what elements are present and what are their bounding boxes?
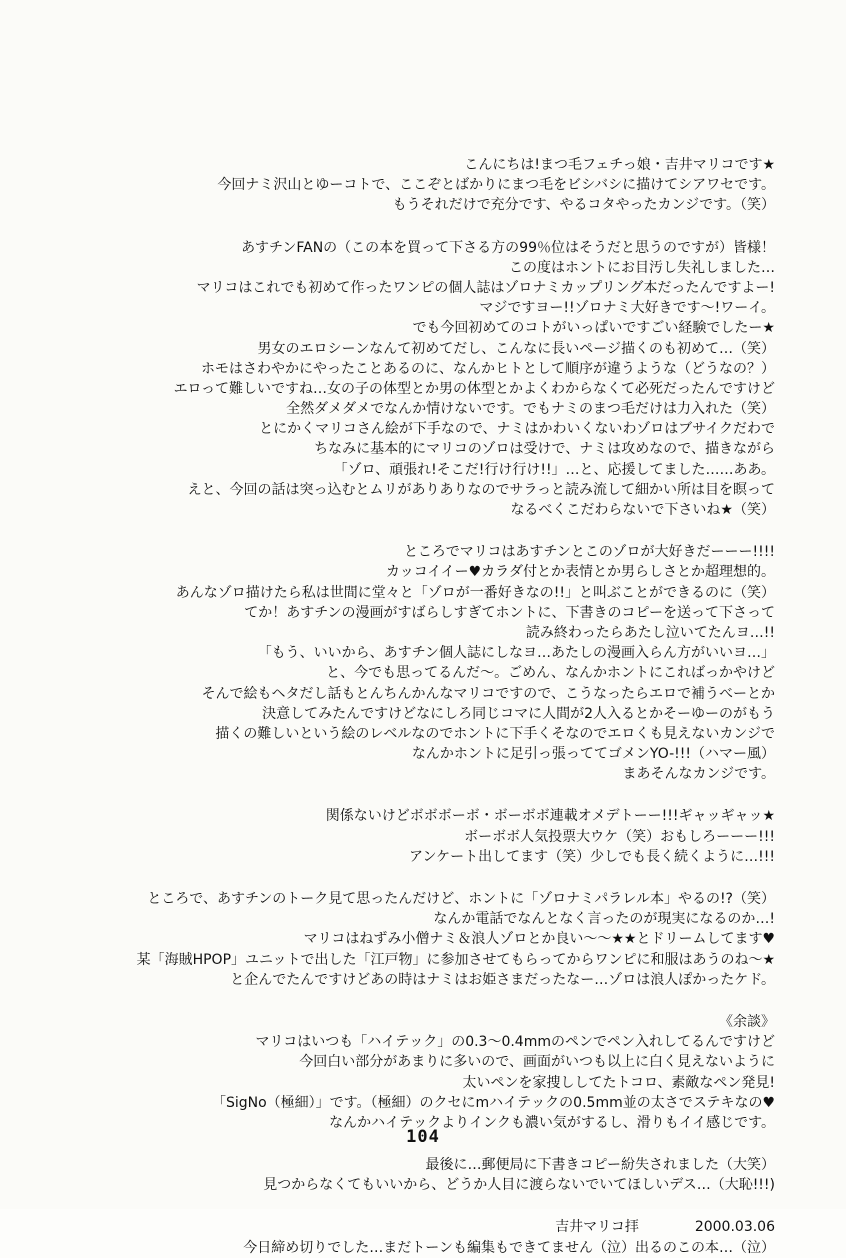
text-line: 全然ダメダメでなんか情けないです。でもナミのまつ毛だけは力入れた（笑）	[286, 401, 775, 418]
text-line: 《余談》	[719, 1013, 775, 1030]
text-line: ボーボボ人気投票大ウケ（笑）おもしろーーー!!!	[464, 828, 775, 845]
paragraph-gap	[95, 784, 775, 806]
text-line: こんにちは!まつ毛フェチっ娘・吉井マリコです★	[464, 157, 775, 173]
text-line: ホモはさわやかにやったことあるのに、なんかヒトとして順序が違うような（どうなの？）	[201, 360, 775, 377]
text-line: ちなみに基本的にマリコのゾロは受けで、ナミは攻めなので、描きながら	[314, 441, 775, 458]
text-line: ところで、あすチンのトーク見て思ったんだけど、ホントに「ゾロナミパラレル本」やるの!?（笑）	[147, 891, 775, 907]
text-line: なるべくこだわらないで下さいね★（笑）	[510, 502, 775, 518]
text-section	[95, 889, 775, 990]
text-line: エロって難しいですね…女の子の体型とか男の体型とかよくわからなくて必死だったんですけど	[173, 380, 775, 397]
text-line: と、今でも思ってるんだ〜。ごめん、なんかホントにこればっかやけど	[326, 665, 775, 682]
text-line: とにかくマリコさん絵が下手なので、ナミはかわいくないわゾロはブサイクだわで	[259, 421, 775, 438]
text-line: 描くの難しいという絵のレベルなのでホントに下手くそなのでエロくも見えないカンジで	[215, 725, 775, 742]
text-line: 太いペンを家捜ししてたトコロ、素敵なペン発見!	[462, 1074, 775, 1091]
text-line: マリコはねずみ小僧ナミ＆浪人ゾロとか良い〜〜★★とドリームしてます♥	[303, 931, 775, 948]
text-line: マリコはいつも「ハイテック」の0.3〜0.4mmのペンでペン入れしてるんですけど	[255, 1034, 775, 1051]
text-line: 関係ないけどボボボーボ・ボーボボ連載オメデトーー!!!ギャッギャッ★	[325, 808, 775, 825]
paragraph-gap	[95, 867, 775, 889]
afterword-text	[95, 155, 775, 1258]
text-line: と企んでたんですけどあの時はナミはお姫さまだったなー…ゾロは浪人ぽかったケド。	[230, 971, 775, 988]
text-line: 読み終わったらあたし泣いてたんヨ…!!	[525, 624, 775, 641]
text-section	[95, 542, 775, 784]
paragraph-gap	[95, 1195, 775, 1213]
text-section	[95, 155, 775, 216]
text-line: あすチンFANの（この本を買って下さる方の99％位はそうだと思うのですが）皆様！	[241, 239, 775, 256]
signature-name: 吉井マリコ拝	[555, 1219, 639, 1236]
text-line: まあそんなカンジです。	[622, 766, 775, 783]
paragraph-gap	[95, 990, 775, 1012]
text-section	[95, 1012, 775, 1133]
closing-line: 今日締め切りでした…まだトーンも編集もできてません（泣）出るのこの本…（泣）	[243, 1239, 775, 1256]
text-line: 決意してみたんですけどなにしろ同じコマに人間が2人入るとかそーゆーのがもう	[262, 705, 775, 722]
text-line: 今回ナミ沢山とゆーコトで、ここぞとばかりにまつ毛をビシバシに描けてシアワセです。	[217, 177, 775, 194]
text-line: 見つからなくてもいいから、どうか人目に渡らないでいてほしいデス…（大恥!!!)	[263, 1177, 775, 1194]
text-line: カッコイイー♥カラダ付とか表情とか男らしさとか超理想的。	[385, 564, 775, 581]
signature-date: 2000.03.06	[694, 1219, 775, 1236]
text-line: なんか電話でなんとなく言ったのが現実になるのか…!	[433, 911, 775, 928]
text-line: この度はホントにお目汚し失礼しました…	[509, 259, 775, 276]
text-line: マリコはこれでも初めて作ったワンピの個人誌はゾロナミカップリング本だったんですよー!	[196, 279, 775, 296]
text-line: もうそれだけで充分です、やるコタやったカンジです。（笑）	[392, 197, 775, 214]
text-line: マジですヨー!!ゾロナミ大好きです〜!ワーイ。	[479, 300, 775, 317]
text-section	[95, 1155, 775, 1195]
text-line: 「SigNo（極細）」です。（極細）のクセにmハイテックの0.5mm並の太さでステキなの♥	[211, 1094, 775, 1111]
signature-row	[95, 1217, 775, 1237]
text-line: 最後に…郵便局に下書きコピー紛失されました（大笑）	[425, 1157, 775, 1174]
paragraph-gap	[95, 520, 775, 542]
text-line: 某「海賊HPOP」ユニットで出した「江戸物」に参加させてもらってからワンピに和服はあうのね〜★	[136, 951, 775, 968]
text-line: えと、今回の話は突っ込むとムリがありありなのでサラっと読み流して細かい所は目を瞑って	[187, 481, 775, 498]
text-line: あんなゾロ描けたら私は世間に堂々と「ゾロが一番好きなの!!」と叫ぶことができるのに（笑）	[175, 584, 775, 601]
text-line: なんかホントに足引っ張っててゴメンYO-!!!（ハマー風）	[411, 746, 775, 763]
text-section	[95, 806, 775, 867]
text-line: アンケート出してます（笑）少しでも長く続くように…!!!	[409, 848, 775, 865]
text-line: ところでマリコはあすチンとこのゾロが大好きだーーー!!!!	[403, 544, 775, 561]
page-number: 104	[406, 1127, 440, 1147]
text-line: 今回白い部分があまりに多いので、画面がいつも以上に白く見えないように	[299, 1054, 775, 1071]
text-line: なんかハイテックよりインクも濃い気がするし、滑りもイイ感じです。	[329, 1114, 775, 1131]
text-line: そんで絵もヘタだし話もとんちんかんなマリコですので、こうなったらエロで補うべーとか	[201, 685, 775, 702]
text-line: でも今回初めてのコトがいっぱいですごい経験でしたー★	[412, 320, 775, 337]
text-line: 男女のエロシーンなんて初めてだし、こんなに長いページ描くのも初めて…（笑）	[257, 340, 775, 357]
text-line: てか！あすチンの漫画がすばらしすぎてホントに、下書きのコピーを送って下さって	[244, 604, 775, 621]
text-section	[95, 238, 775, 521]
text-line: 「もう、いいから、あすチン個人誌にしなヨ…あたしの漫画入らん方がいいヨ…」	[257, 645, 775, 662]
paragraph-gap	[95, 216, 775, 238]
text-line: 「ゾロ、頑張れ!そこだ!行け行け!!」…と、応援してました……ああ。	[333, 461, 775, 478]
